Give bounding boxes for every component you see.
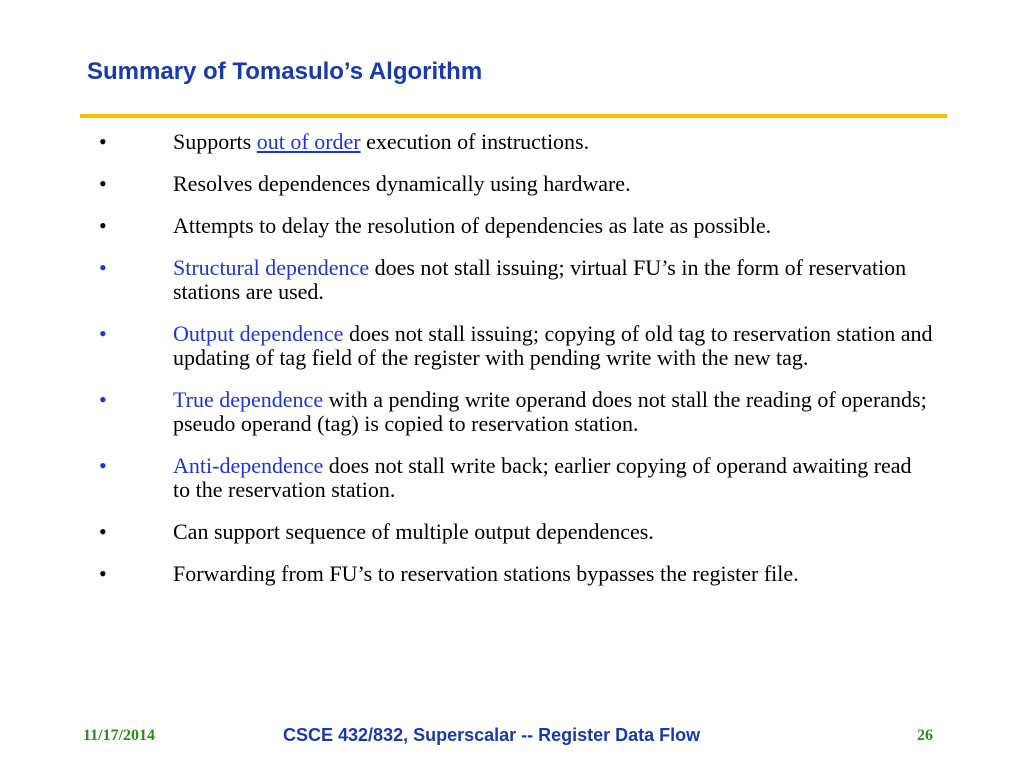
bullet-text: [173, 454, 933, 502]
bullet-marker: •: [99, 561, 107, 586]
bullet-marker: •: [99, 387, 107, 412]
bullet-marker: •: [99, 453, 107, 478]
bullet-body: Forwarding from FU’s to reservation stations bypasses the register file.: [173, 561, 799, 586]
bullet-text: [173, 520, 933, 544]
bullet-marker: •: [99, 129, 107, 154]
bullet-body: Resolves dependences dynamically using hardware.: [173, 171, 631, 196]
bullet-text: [173, 130, 933, 154]
bullet-item: [0, 172, 1024, 196]
highlighted-term: Structural dependence: [173, 255, 370, 280]
highlighted-term: Output dependence: [173, 321, 344, 346]
bullet-marker: •: [99, 213, 107, 238]
footer-course-title: CSCE 432/832, Superscalar -- Register Data Flow: [283, 725, 701, 745]
bullet-item: [0, 214, 1024, 238]
title-divider: [80, 114, 947, 118]
bullet-body: does not stall issuing; copying of old tag to reservation station and updating of tag field of the register with pending write with the new tag.: [173, 321, 933, 370]
footer-date: 11/17/2014: [83, 727, 156, 744]
bullet-text: [173, 388, 933, 436]
bullet-body: Attempts to delay the resolution of dependencies as late as possible.: [173, 213, 772, 238]
bullet-marker: •: [99, 255, 107, 280]
bullet-item: [0, 322, 1024, 370]
bullet-body: Can support sequence of multiple output dependences.: [173, 519, 654, 544]
bullet-body: execution of instructions.: [360, 129, 590, 154]
bullet-text: [173, 322, 933, 370]
bullet-list: [0, 130, 1024, 604]
page-number: 26: [917, 727, 933, 744]
bullet-item: [0, 130, 1024, 154]
bullet-item: [0, 562, 1024, 586]
highlighted-term: Anti-dependence: [173, 453, 324, 478]
bullet-item: [0, 454, 1024, 502]
out-of-order-link[interactable]: out of order: [256, 129, 361, 154]
bullet-text: [173, 214, 933, 238]
bullet-marker: •: [99, 519, 107, 544]
bullet-body: does not stall issuing; virtual FU’s in the form of reservation stations are used.: [173, 255, 907, 304]
bullet-marker: •: [99, 321, 107, 346]
slide-title: Summary of Tomasulo’s Algorithm: [87, 58, 483, 85]
bullet-text: [173, 172, 933, 196]
bullet-item: [0, 388, 1024, 436]
bullet-text: [173, 256, 933, 304]
highlighted-term: True dependence: [173, 387, 324, 412]
bullet-prefix: Supports: [173, 129, 257, 154]
bullet-text: [173, 562, 933, 586]
bullet-body: with a pending write operand does not stall the reading of operands; pseudo operand (tag) is copied to reservation station.: [173, 387, 927, 436]
bullet-item: [0, 256, 1024, 304]
bullet-item: [0, 520, 1024, 544]
bullet-body: does not stall write back; earlier copying of operand awaiting read to the reservation station.: [173, 453, 912, 502]
bullet-marker: •: [99, 171, 107, 196]
